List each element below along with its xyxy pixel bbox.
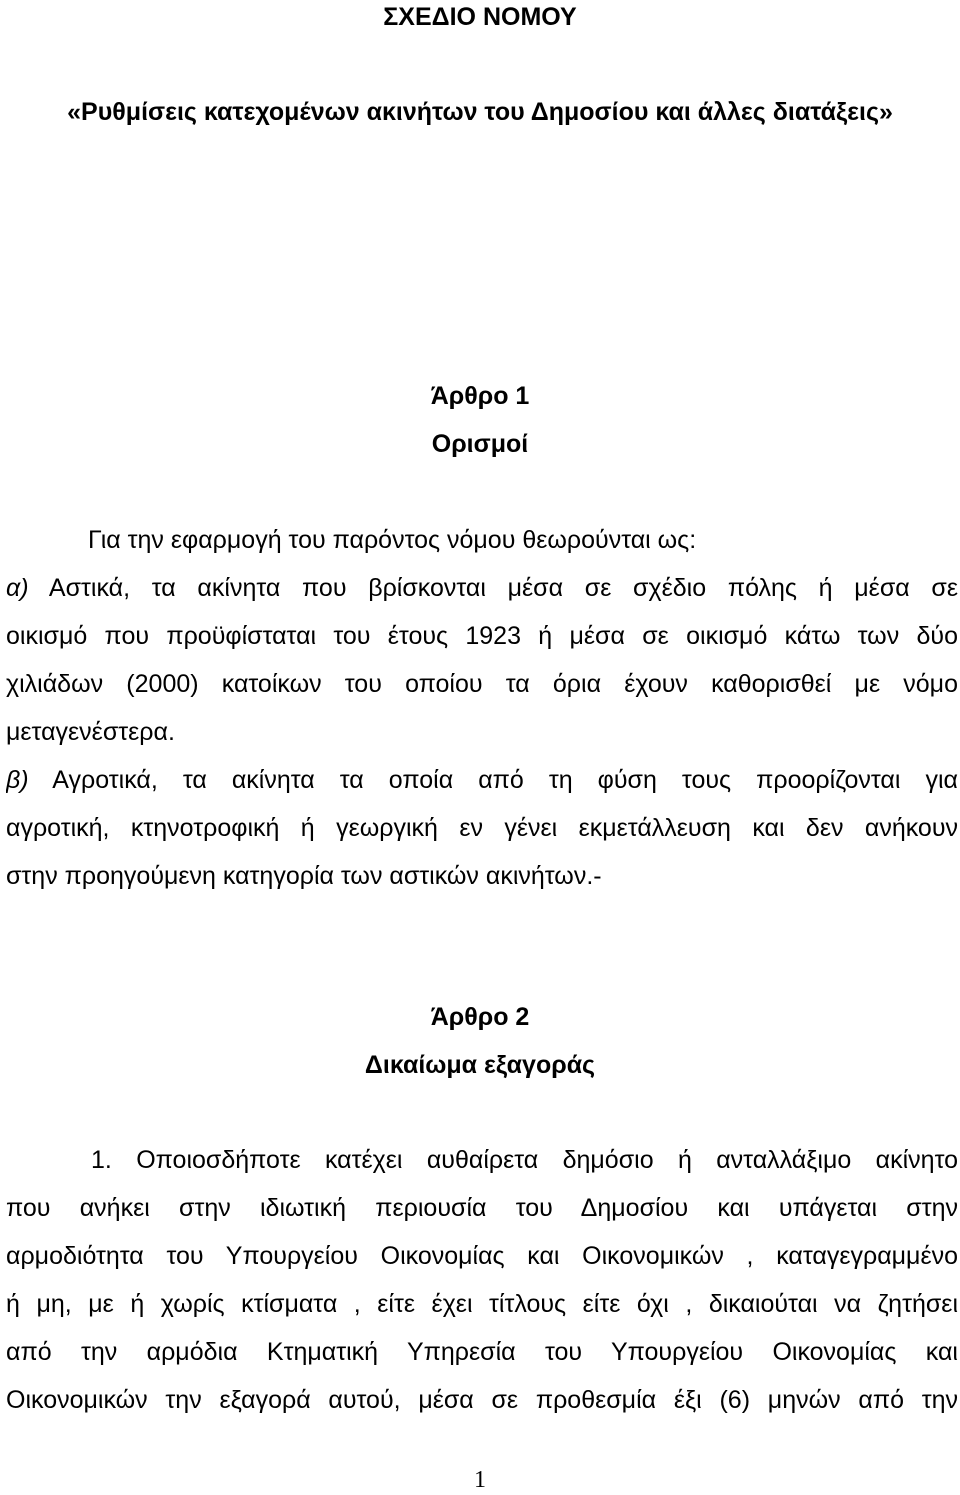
document-heading: ΣΧΕΔΙΟ ΝΟΜΟΥ [383,3,577,31]
definition-b-line [6,765,958,795]
article-2-paragraph-line: ή μη, με ή χωρίς κτίσματα , είτε έχει τίτλους είτε όχι , δικαιούται να ζητήσει [6,1290,958,1318]
article-2-paragraph-line: 1. Οποιοσδήποτε κατέχει αυθαίρετα δημόσιο ή ανταλλάξιμο ακίνητο [91,1146,958,1174]
definition-b-line: αγροτική, κτηνοτροφική ή γεωργική εν γένει εκμετάλλευση και δεν ανήκουν [6,814,958,842]
article-1-name: Ορισμοί [431,430,529,458]
article-1-intro: Για την εφαρμογή του παρόντος νόμου θεωρούνται ως: [88,526,697,554]
definition-a-line: μεταγενέστερα. [6,718,175,746]
definition-a-label: α) [6,574,29,602]
definition-a-text: Αστικά, τα ακίνητα που βρίσκονται μέσα σε σχέδιο πόλης ή μέσα σε [48,574,958,602]
article-2-paragraph-line: Οικονομικών την εξαγορά αυτού, μέσα σε προθεσμία έξι (6) μηνών από την [6,1386,958,1414]
page-number: 1 [474,1467,486,1493]
article-2-paragraph-line: που ανήκει στην ιδιωτική περιουσία του Δημοσίου και υπάγεται στην [6,1194,958,1222]
article-2-paragraph-line: από την αρμόδια Κτηματική Υπηρεσία του Υπουργείου Οικονομίας και [6,1338,958,1366]
definition-a-line: οικισμό που προϋφίσταται του έτους 1923 ή μέσα σε οικισμό κάτω των δύο [6,622,958,650]
definition-a-line [6,573,958,603]
article-2-number: Άρθρο 2 [430,1003,530,1031]
definition-b-text: Αγροτικά, τα ακίνητα τα οποία από τη φύση τους προορίζονται για [52,766,958,794]
definition-a-line: χιλιάδων (2000) κατοίκων του οποίου τα όρια έχουν καθορισθεί με νόμο [6,670,958,698]
article-2-name: Δικαίωμα εξαγοράς [364,1051,596,1079]
law-title: «Ρυθμίσεις κατεχομένων ακινήτων του Δημοσίου και άλλες διατάξεις» [67,98,893,126]
article-1-number: Άρθρο 1 [430,382,530,410]
definition-b-label: β) [6,766,29,794]
article-2-paragraph-line: αρμοδιότητα του Υπουργείου Οικονομίας και Οικονομικών , καταγεγραμμένο [6,1242,958,1270]
definition-b-line: στην προηγούμενη κατηγορία των αστικών ακινήτων.- [6,862,602,890]
